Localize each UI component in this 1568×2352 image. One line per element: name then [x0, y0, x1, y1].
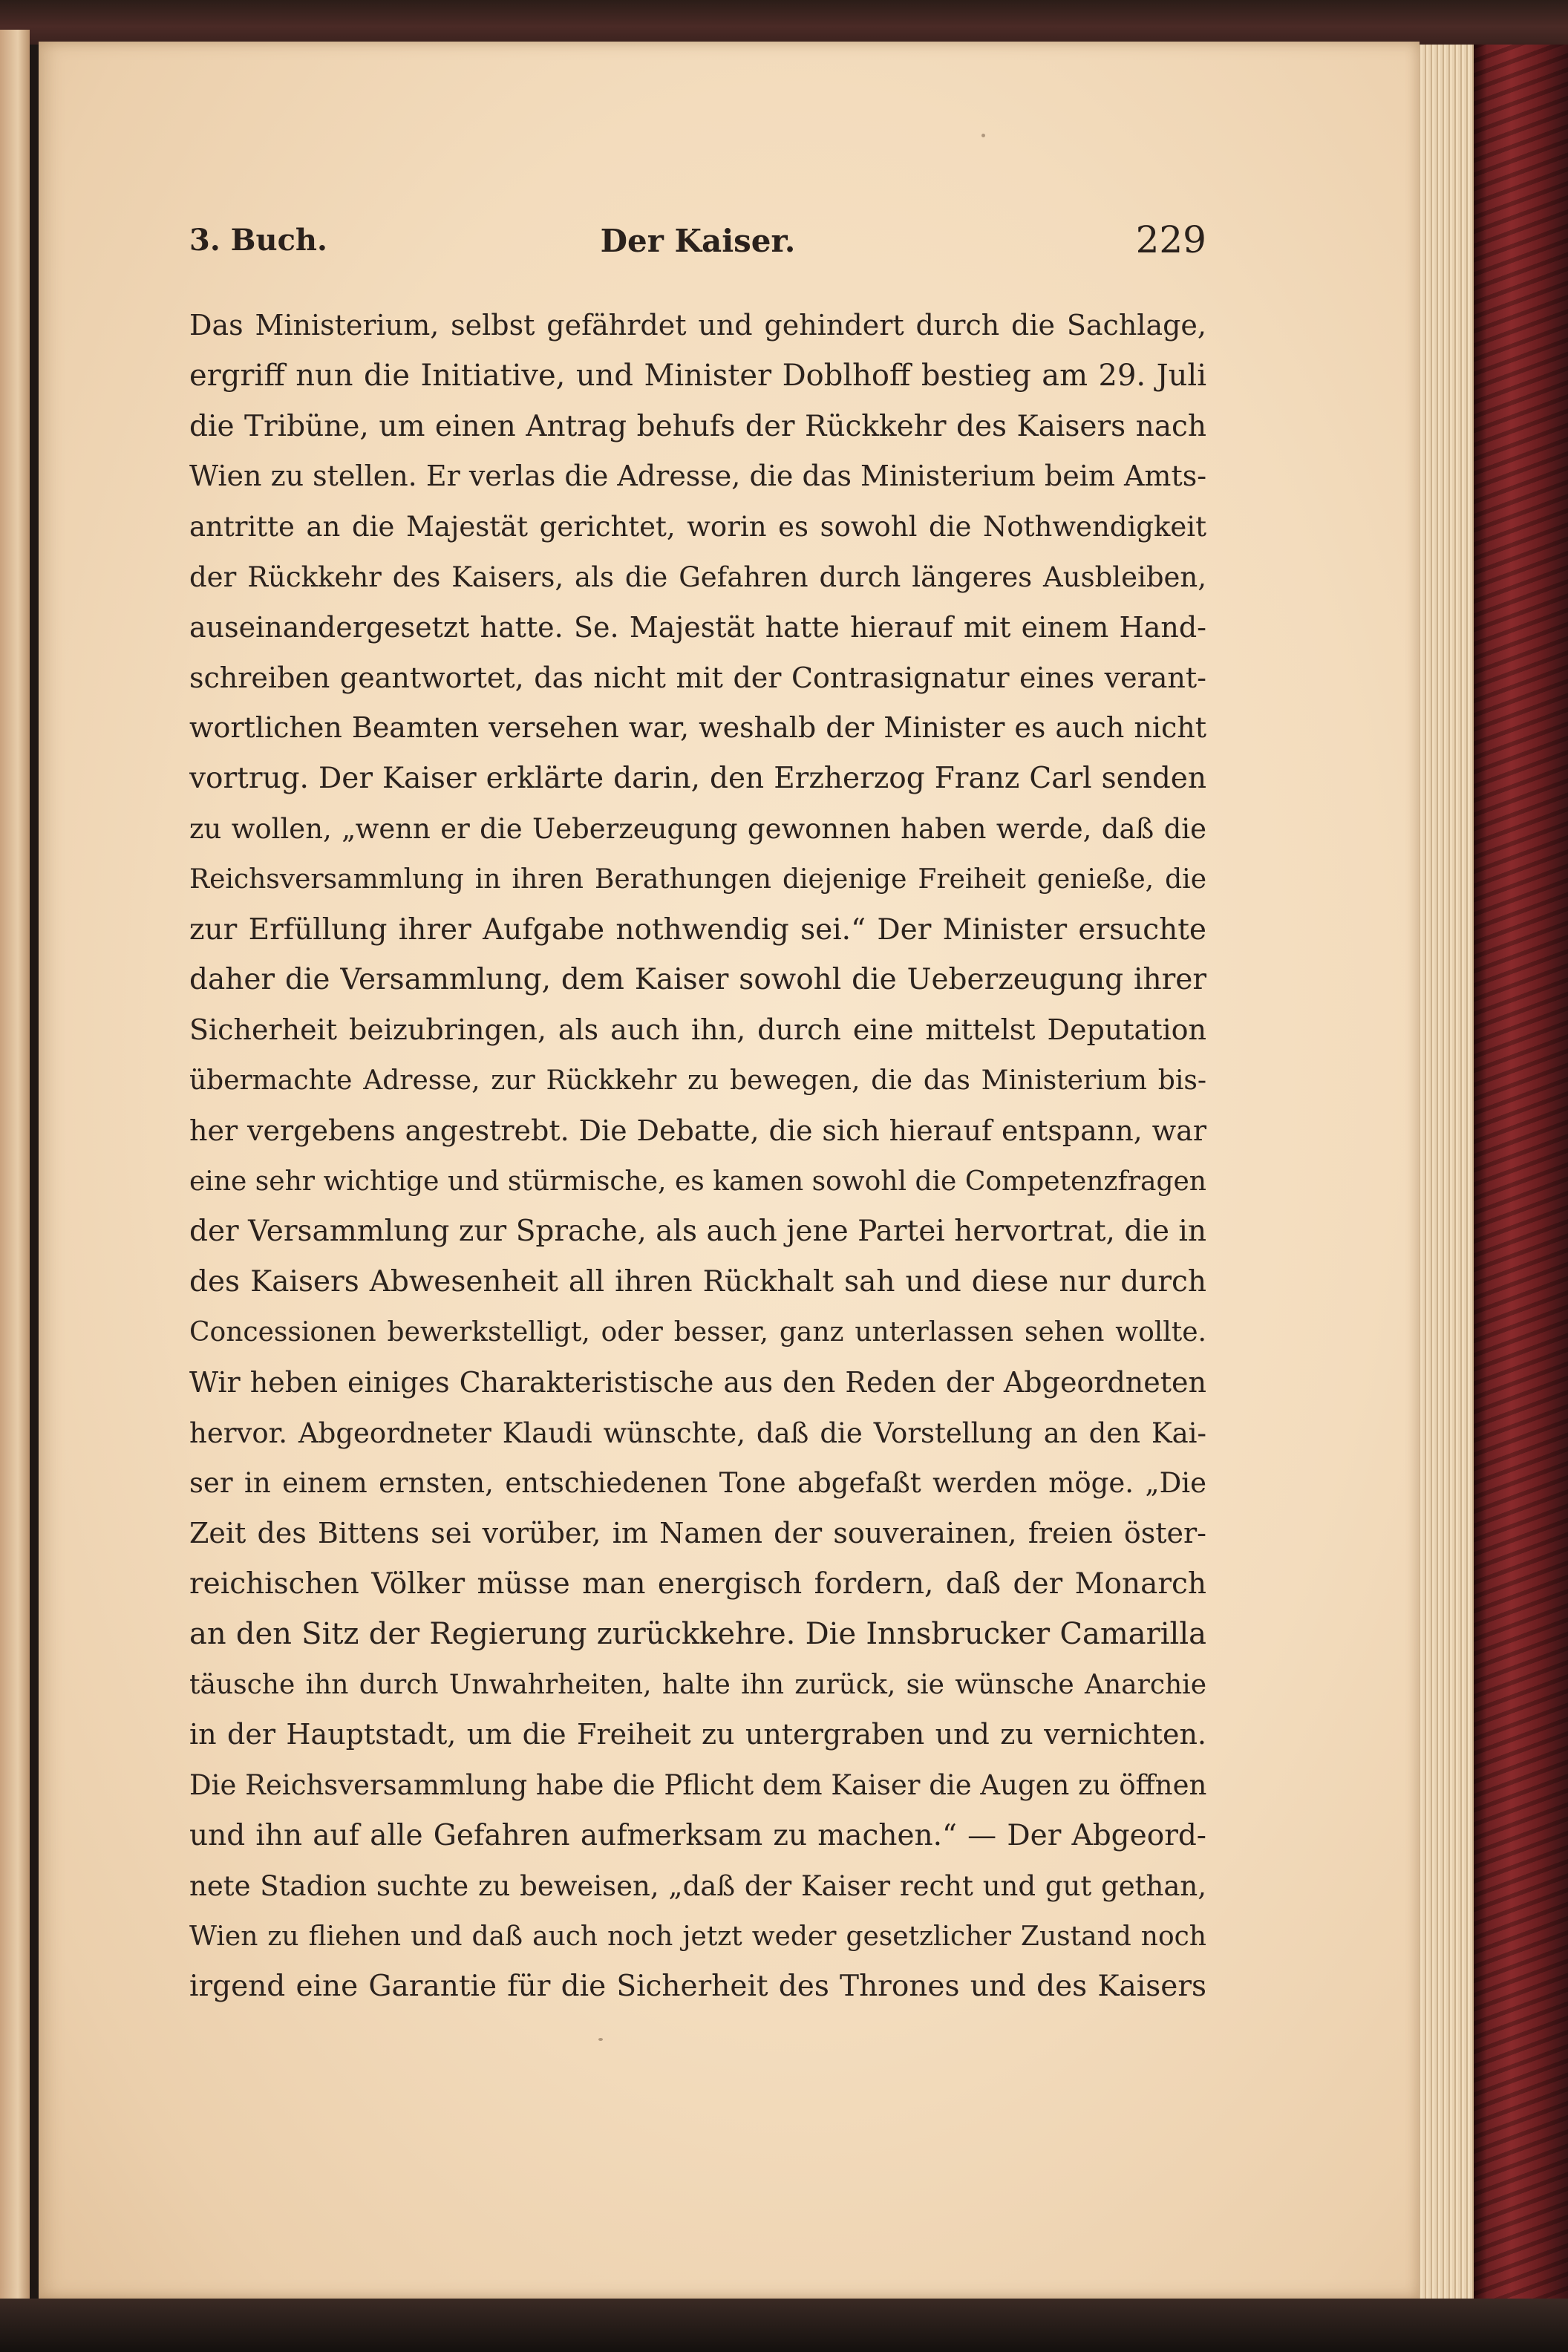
- text-line: Die Reichsversammlung habe die Pflicht dem Kaiser die Augen zu öffnen: [189, 1769, 1206, 1802]
- top-cover-edge: [0, 0, 1568, 45]
- text-line: zu wollen, „wenn er die Ueberzeugung gewonnen haben werde, daß die: [189, 812, 1206, 845]
- text-line: hervor. Abgeordneter Klaudi wünschte, daß die Vorstellung an den Kai-: [189, 1417, 1206, 1449]
- text-line: eine sehr wichtige und stürmische, es kamen sowohl die Competenzfragen: [189, 1166, 1206, 1197]
- text-line: antritte an die Majestät gerichtet, worin es sowohl die Nothwendigkeit: [189, 511, 1206, 543]
- running-head: [189, 215, 1206, 267]
- paper-speck: [598, 2038, 603, 2041]
- text-line: irgend eine Garantie für die Sicherheit des Thrones und des Kaisers: [189, 1970, 1206, 2004]
- page-number: 229: [1135, 218, 1206, 261]
- text-line: Reichsversammlung in ihren Berathungen diejenige Freiheit genieße, die: [189, 863, 1206, 895]
- facing-page-edge: [0, 30, 30, 2302]
- book-cover-binding: [1474, 45, 1568, 2352]
- text-line: nete Stadion suchte zu beweisen, „daß der Kaiser recht und gut gethan,: [189, 1869, 1206, 1902]
- text-line: schreiben geantwortet, das nicht mit der Contrasignatur eines verant-: [189, 661, 1206, 694]
- text-line: wortlichen Beamten versehen war, weshalb der Minister es auch nicht: [189, 711, 1206, 745]
- running-title: Der Kaiser.: [600, 223, 796, 259]
- page-stack-shadow: [1474, 45, 1487, 2309]
- paper-speck: [981, 134, 985, 137]
- text-line: und ihn auf alle Gefahren aufmerksam zu machen.“ — Der Abgeord-: [189, 1818, 1206, 1852]
- text-line: zur Erfüllung ihrer Aufgabe nothwendig sei.“ Der Minister ersuchte: [189, 912, 1206, 947]
- text-line: Das Ministerium, selbst gefährdet und gehindert durch die Sachlage,: [189, 309, 1206, 342]
- text-line: Zeit des Bittens sei vorüber, im Namen der souverainen, freien öster-: [189, 1517, 1206, 1550]
- text-line: daher die Versammlung, dem Kaiser sowohl die Ueberzeugung ihrer: [189, 963, 1206, 997]
- text-line: der Versammlung zur Sprache, als auch jene Partei hervortrat, die in: [189, 1215, 1206, 1249]
- text-line: Wien zu fliehen und daß auch noch jetzt weder gesetzlicher Zustand noch: [189, 1921, 1206, 1952]
- body-text: [189, 301, 1206, 2012]
- text-line: Concessionen bewerkstelligt, oder besser, ganz unterlassen sehen wollte.: [189, 1316, 1206, 1348]
- text-line: ergriff nun die Initiative, und Minister Doblhoff bestieg am 29. Juli: [189, 358, 1206, 393]
- text-line: her vergebens angestrebt. Die Debatte, die sich hierauf entspann, war: [189, 1114, 1206, 1147]
- text-line: der Rückkehr des Kaisers, als die Gefahren durch längeres Ausbleiben,: [189, 561, 1206, 593]
- text-line: in der Hauptstadt, um die Freiheit zu untergraben und zu vernichten.: [189, 1718, 1206, 1751]
- text-line: auseinandergesetzt hatte. Se. Majestät hatte hierauf mit einem Hand-: [189, 610, 1206, 644]
- text-line: des Kaisers Abwesenheit all ihren Rückhalt sah und diese nur durch: [189, 1265, 1206, 1299]
- page-stack-edges: [1411, 45, 1477, 2309]
- text-line: an den Sitz der Regierung zurückkehre. Die Innsbrucker Camarilla: [189, 1616, 1206, 1651]
- chapter-label: 3. Buch.: [189, 223, 327, 258]
- text-line: ser in einem ernsten, entschiedenen Tone abgefaßt werden möge. „Die: [189, 1467, 1206, 1500]
- text-line: täusche ihn durch Unwahrheiten, halte ihn zurück, sie wünsche Anarchie: [189, 1669, 1206, 1700]
- text-line: vortrug. Der Kaiser erklärte darin, den Erzherzog Franz Carl senden: [189, 762, 1206, 796]
- text-line: reichischen Völker müsse man energisch fordern, daß der Monarch: [189, 1567, 1206, 1601]
- text-line: Wien zu stellen. Er verlas die Adresse, die das Ministerium beim Amts-: [189, 460, 1206, 493]
- text-line: Sicherheit beizubringen, als auch ihn, durch eine mittelst Deputation: [189, 1013, 1206, 1047]
- bottom-cover-edge: [0, 2299, 1568, 2352]
- text-line: übermachte Adresse, zur Rückkehr zu bewegen, die das Ministerium bis-: [189, 1065, 1206, 1096]
- text-line: Wir heben einiges Charakteristische aus den Reden der Abgeordneten: [189, 1365, 1206, 1399]
- text-line: die Tribüne, um einen Antrag behufs der Rückkehr des Kaisers nach: [189, 409, 1206, 443]
